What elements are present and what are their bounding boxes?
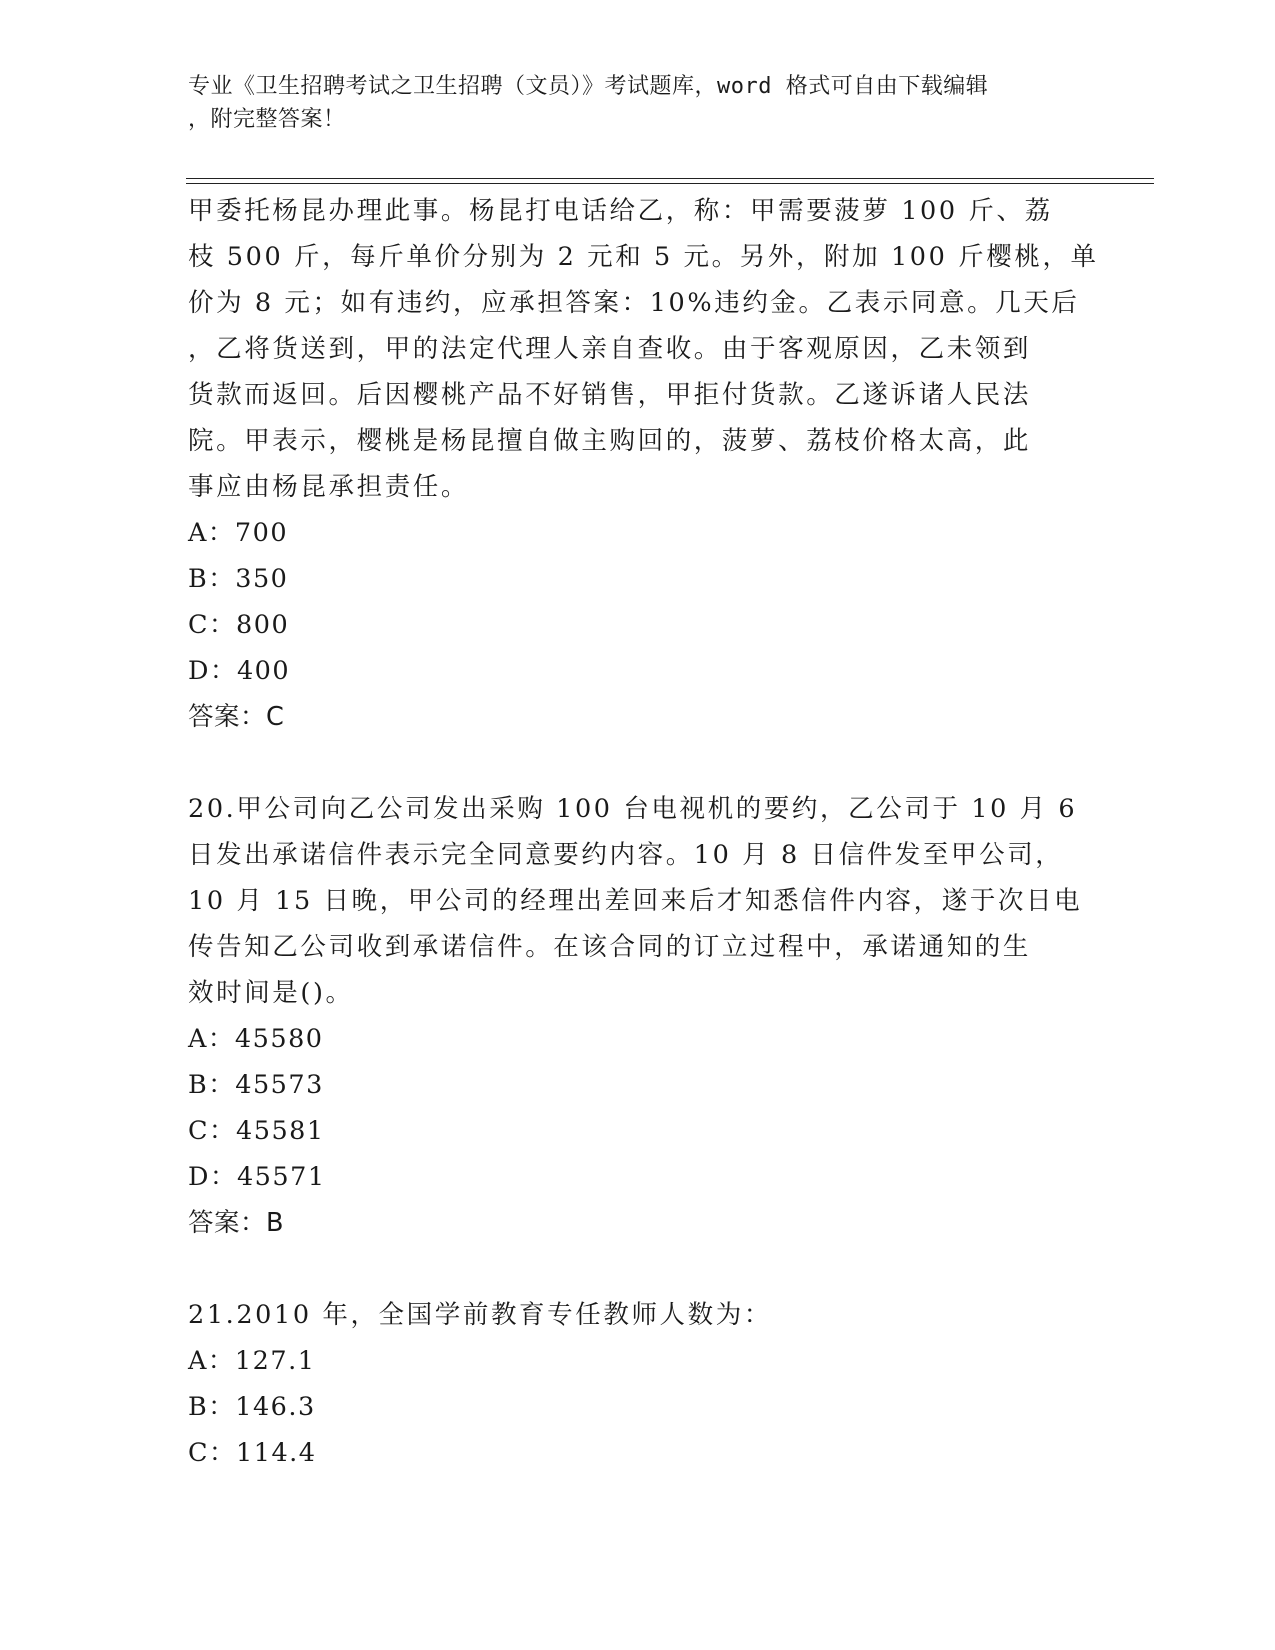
spacer bbox=[188, 740, 1088, 786]
question-text-line: 10 月 15 日晚，甲公司的经理出差回来后才知悉信件内容，遂于次日电 bbox=[188, 886, 1083, 916]
question-text-line: 21.2010 年，全国学前教育专任教师人数为： bbox=[188, 1300, 772, 1330]
header-line-2: ，附完整答案！ bbox=[188, 107, 346, 132]
spacer bbox=[188, 1246, 1088, 1292]
page-header bbox=[188, 70, 1088, 136]
option-b: B：350 bbox=[188, 564, 289, 594]
option-b: B：45573 bbox=[188, 1070, 324, 1100]
question-text-line: ，乙将货送到，甲的法定代理人亲自查收。由于客观原因，乙未领到 bbox=[188, 334, 1032, 364]
question-text-line: 货款而返回。后因樱桃产品不好销售，甲拒付货款。乙遂诉诸人民法 bbox=[188, 380, 1032, 410]
question-20 bbox=[188, 786, 1088, 1246]
question-text-line: 枝 500 斤，每斤单价分别为 2 元和 5 元。另外，附加 100 斤樱桃，单 bbox=[188, 242, 1099, 272]
question-text-line: 事应由杨昆承担责任。 bbox=[188, 472, 470, 502]
question-content bbox=[188, 188, 1099, 1476]
question-text-line: 20.甲公司向乙公司发出采购 100 台电视机的要约，乙公司于 10 月 6 bbox=[188, 794, 1078, 824]
question-text-line: 日发出承诺信件表示完全同意要约内容。10 月 8 日信件发至甲公司， bbox=[188, 840, 1064, 870]
question-text-line: 甲委托杨昆办理此事。杨昆打电话给乙，称：甲需要菠萝 100 斤、荔 bbox=[188, 196, 1053, 226]
answer-line: 答案：B bbox=[188, 1208, 284, 1238]
option-d: D：45571 bbox=[188, 1162, 326, 1192]
header-line-1: 专业《卫生招聘考试之卫生招聘（文员）》考试题库，word 格式可自由下载编辑 bbox=[188, 74, 989, 99]
header-divider-top bbox=[186, 178, 1154, 179]
answer-line: 答案：C bbox=[188, 702, 285, 732]
option-c: C：800 bbox=[188, 610, 290, 640]
option-a: A：45580 bbox=[188, 1024, 324, 1054]
option-a: A：127.1 bbox=[188, 1346, 316, 1376]
question-text-line: 效时间是()。 bbox=[188, 978, 354, 1008]
question-text-line: 传告知乙公司收到承诺信件。在该合同的订立过程中，承诺通知的生 bbox=[188, 932, 1032, 962]
option-a: A：700 bbox=[188, 518, 289, 548]
option-d: D：400 bbox=[188, 656, 291, 686]
question-19-continued bbox=[188, 188, 1099, 740]
option-c: C：114.4 bbox=[188, 1438, 317, 1468]
question-21 bbox=[188, 1292, 1088, 1476]
question-text-line: 院。甲表示，樱桃是杨昆擅自做主购回的，菠萝、荔枝价格太高，此 bbox=[188, 426, 1032, 456]
option-b: B：146.3 bbox=[188, 1392, 316, 1422]
option-c: C：45581 bbox=[188, 1116, 325, 1146]
question-text-line: 价为 8 元；如有违约，应承担答案：10%违约金。乙表示同意。几天后 bbox=[188, 288, 1080, 318]
header-divider-bottom bbox=[186, 183, 1154, 184]
